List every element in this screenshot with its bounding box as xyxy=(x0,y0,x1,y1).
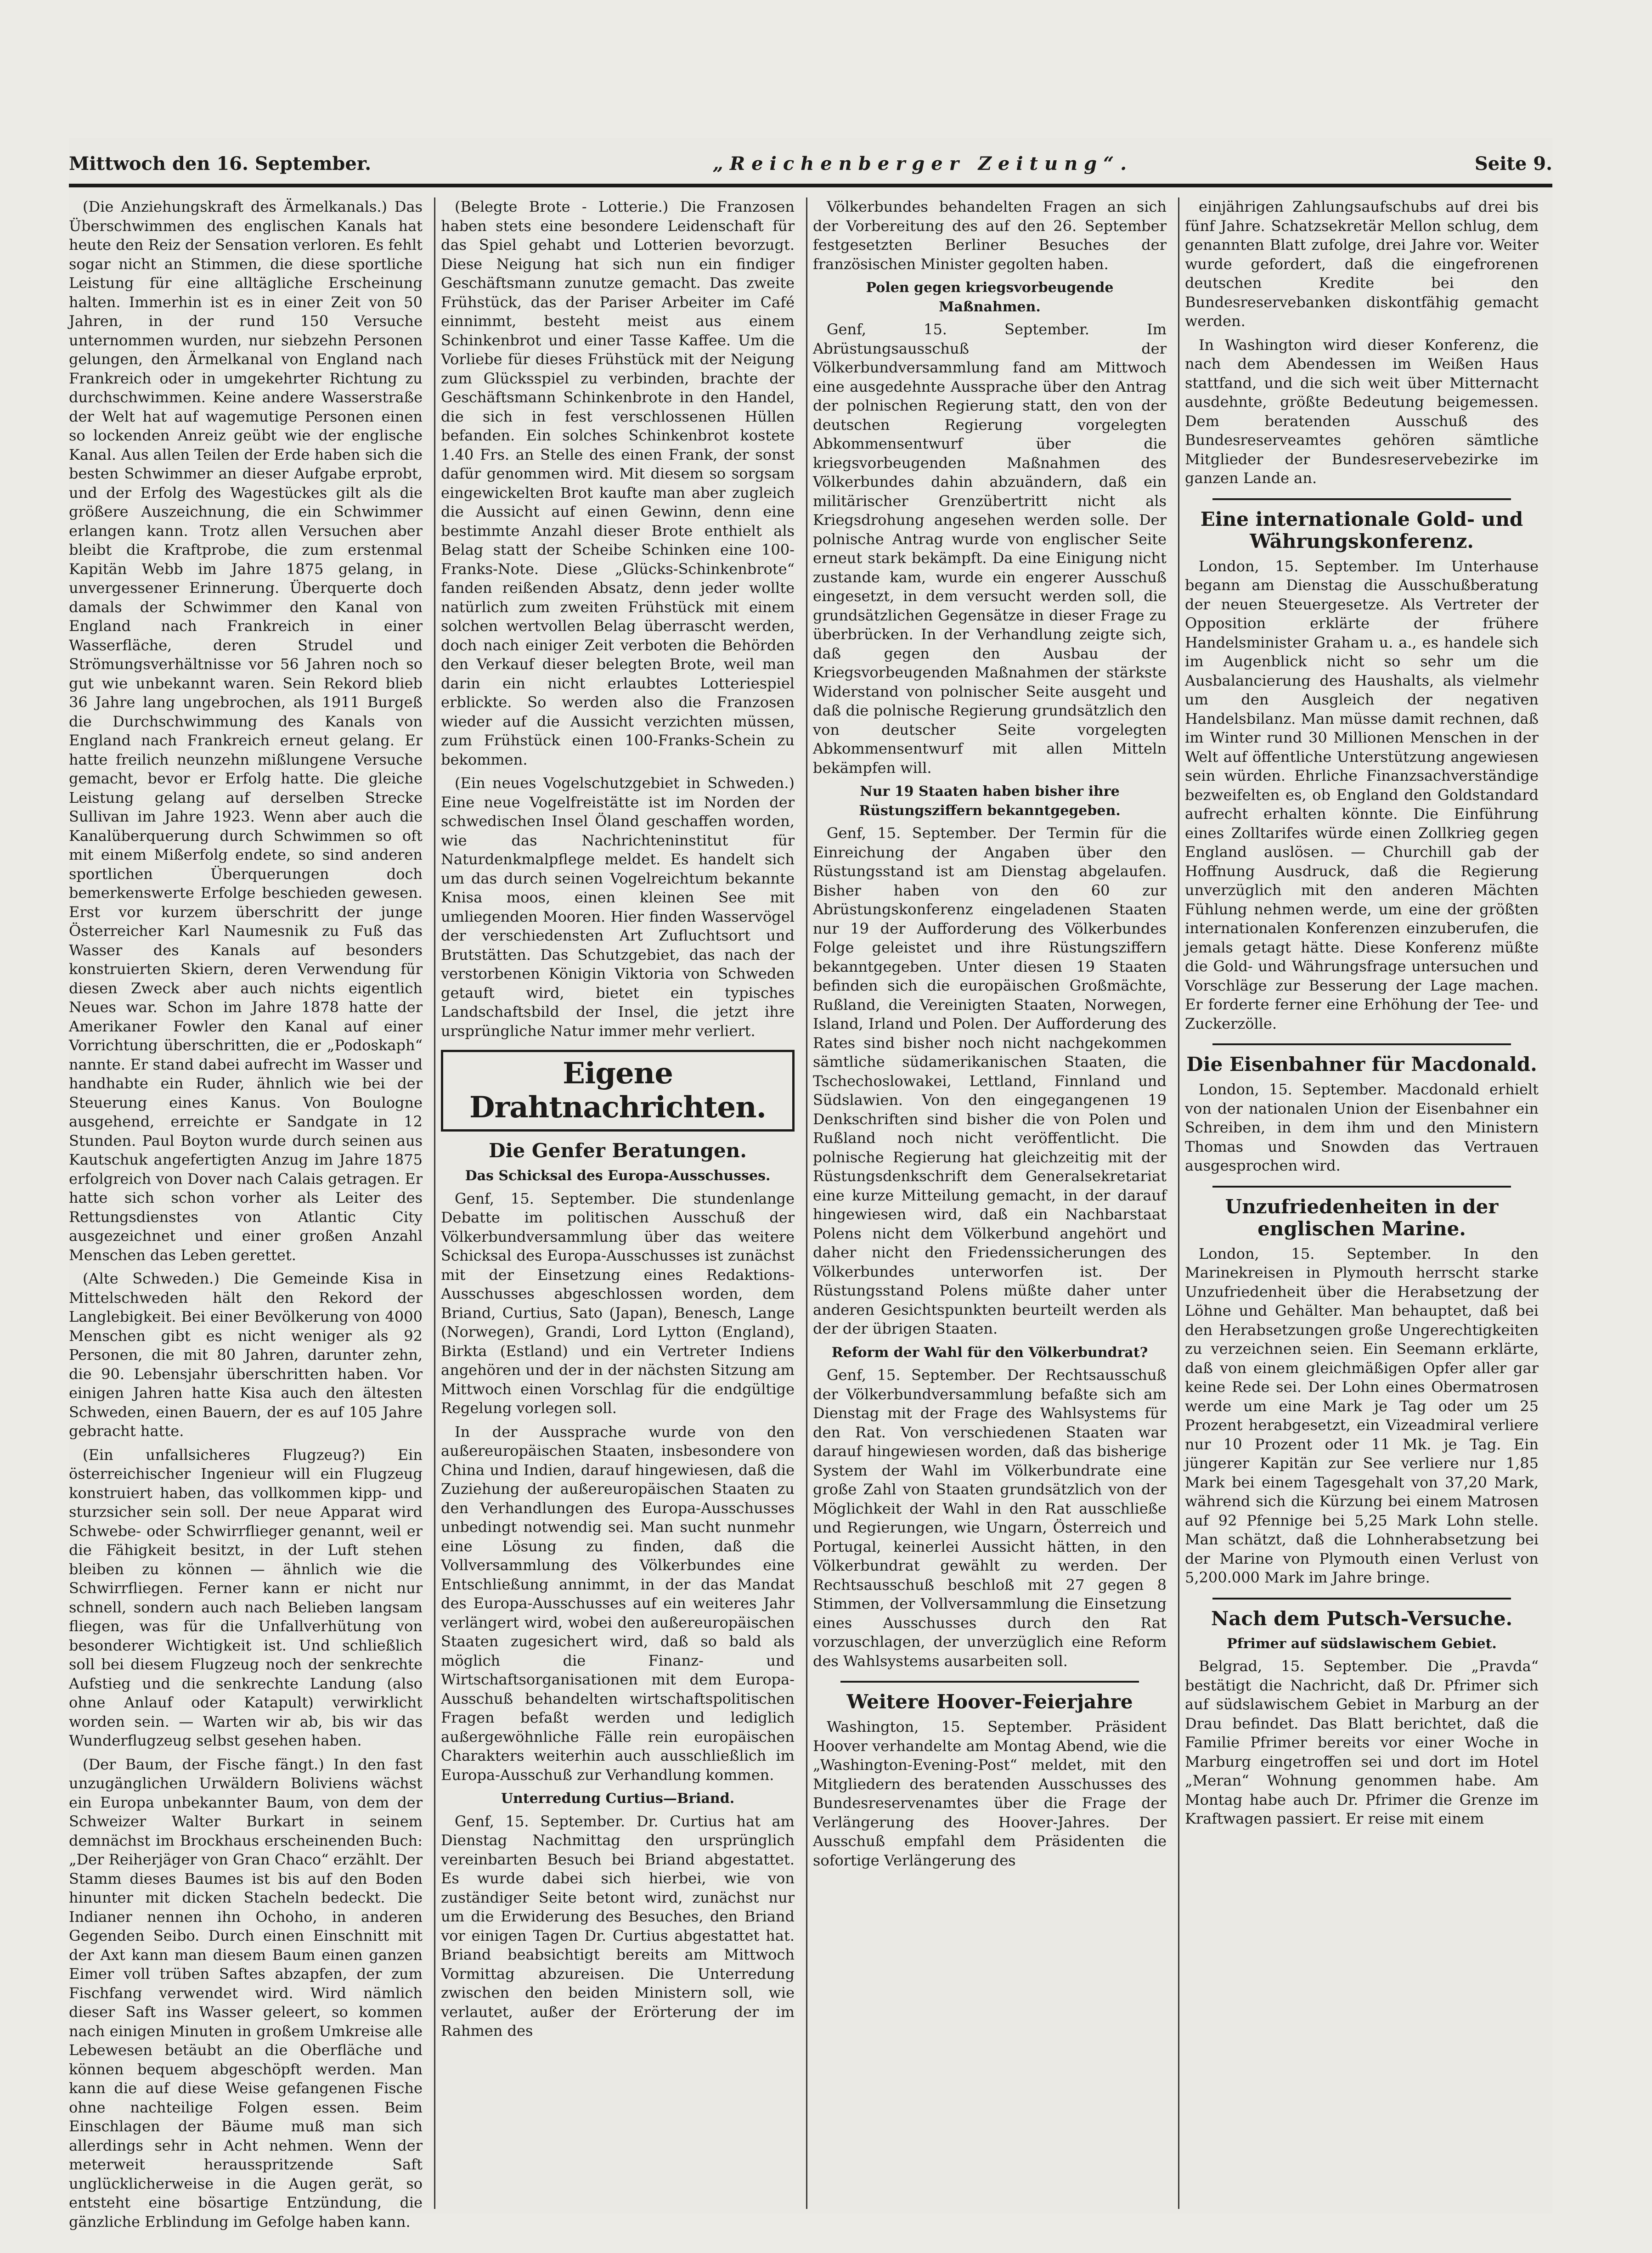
header-date: Mittwoch den 16. September. xyxy=(69,153,372,175)
article-council-reform: Genf, 15. September. Der Rechtsausschuß der Völkerbundversammlung befaßte sich am Dienstag mit der Frage des Wahlsystems für den Rat. Von verschiedenen Staaten war darauf hingewiesen worden, daß das bisherige System der Wahl im Völkerbundrate eine große Zahl von Staaten grundsätzlich von der Möglichkeit der Wahl in den Rat ausschließe und Regierungen, wie Ungarn, Österreich und Portugal, keinerlei Aussicht hätten, in den Völkerbundrat gewählt zu werden. Der Rechtsausschuß beschloß mit 27 gegen 8 Stimmen, der Vollversammlung die Einsetzung eines Ausschusses durch den Rat vorzuschlagen, der unverzüglich eine Reform des Wahlsystems ausarbeiten soll. xyxy=(813,1366,1167,1670)
header-rule xyxy=(69,184,1552,187)
article-sandwich-lottery: (Belegte Brote - Lotterie.) Die Franzosen haben stets eine besondere Leidenschaft für das Spiel gehabt und Lotterien bevorzugt. Diese Neigung hat sich nun ein findiger Geschäftsmann zunutze gemacht. Das zweite Frühstück, das der Pariser Arbeiter im Café einnimmt, besteht meist aus einem Schinkenbrot und einer Tasse Kaffee. Um die Vorliebe für dieses Frühstück mit der Neigung zum Glücksspiel zu verbinden, brachte der Geschäftsmann Schinkenbrote in den Handel, die sich in fest verschlossenen Hüllen befanden. Ein solches Schinkenbrot kostete 1.40 Frs. an Stelle des einen Frank, der sonst dafür genommen wird. Mit diesem so sorgsam eingewickelten Brot kaufte man aber zugleich die Aussicht auf einen Gewinn, denn eine bestimmte Anzahl dieser Brote enthielt als Belag statt der Scheibe Schinken eine 100-Franks-Note. Diese „Glücks-Schinkenbrote“ fanden reißenden Absatz, denn jeder wollte natürlich zum zweiten Frühstück mit einem solchen wertvollen Belag überrascht werden, doch nach einiger Zeit verboten die Behörden den Verkauf dieser belegten Brote, weil man darin ein nicht erlaubtes Lotteriespiel erblickte. So werden also die Franzosen wieder auf die Aussicht verzichten müssen, zum Frühstück einen 100-Franks-Schein zu bekommen. xyxy=(441,198,795,768)
article-washington-conference: In Washington wird dieser Konferenz, die nach dem Abendessen im Weißen Haus stattfand, und die sich weit über Mitternacht ausdehnte, größte Bedeutung beigemessen. Dem beratenden Ausschuß des Bundesreserveamtes gehören sämtliche Mitglieder der Bundesreservebezirke im ganzen Lande an. xyxy=(1185,336,1539,487)
separator-rule xyxy=(840,1681,1139,1683)
subheadline-poland: Polen gegen kriegsvorbeugende Maßnahmen. xyxy=(866,280,1114,315)
separator-rule xyxy=(1212,1043,1511,1045)
article-geneva-cont: Völkerbundes behandelten Fragen an sich der Vorbereitung des auf den 26. September festgesetzten Berliner Besuches der französischen Minister gegolten haben. xyxy=(813,198,1167,273)
article-bird-sanctuary: (Ein neues Vogelschutzgebiet in Schweden.) Eine neue Vogelfreistätte ist im Norden der schwedischen Insel Öland geschaffen worden, wie das Nachrichteninstitut für Naturdenkmalpflege meldet. Es handelt sich um das durch seinen Vogelreichtum bekannte Knisa moos, einen kleinen See mit umliegenden Mooren. Hier finden Wasservögel der verschiedensten Art Zufluchtsort und Brutstätten. Das Schutzgebiet, das nach der verstorbenen Königin Viktoria von Schweden getauft wird, bietet ein typisches Landschaftsbild der Insel, die jetzt ihre ursprüngliche Natur immer mehr verliert. xyxy=(441,774,795,1040)
headline-geneva: Die Genfer Beratungen. xyxy=(489,1139,747,1162)
newspaper-title: „Reichenberger Zeitung“. xyxy=(712,153,1133,175)
column-4 xyxy=(1185,197,1539,2209)
newspaper-page xyxy=(69,138,1552,2230)
column-divider xyxy=(806,197,807,2209)
subheadline-pfrimer: Pfrimer auf südslawischem Gebiet. xyxy=(1227,1635,1497,1652)
subheadline-council-reform: Reform der Wahl für den Völkerbundrat? xyxy=(831,1344,1148,1361)
headline-railwaymen: Die Eisenbahner für Macdonald. xyxy=(1186,1053,1537,1076)
page-number: Seite 9. xyxy=(1474,153,1552,175)
article-fish-tree: (Der Baum, der Fische fängt.) In den fast unzugänglichen Urwäldern Boliviens wächst ein Europa unbekannter Baum, von dem der Schweizer Walter Burkart in seinem demnächst im Brockhaus erscheinenden Buch: „Der Reiherjäger von Gran Chaco“ erzählt. Der Stamm dieses Baumes ist bis auf den Boden hinunter mit dicken Stacheln bedeckt. Die Indianer nennen ihn Ochoho, in anderen Gegenden Seibo. Durch einen Einschnitt mit der Axt kann man diesem Baum einen ganzen Eimer voll trüben Saftes abzapfen, der zum Fischfang verwendet wird. Wird nämlich dieser Saft ins Wasser geleert, so kommen nach einigen Minuten in großem Umkreise alle Lebewesen betäubt an die Oberfläche und können bequem abgeschöpft werden. Man kann die auf diese Weise gefangenen Fische ohne nachteilige Folgen essen. Beim Einschlagen der Bäume muß man sich allerdings sehr in Acht nehmen. Wenn der meterweit herausspritzende Saft unglücklicherweise in die Augen gerät, so entsteht eine bösartige Entzündung, die gänzliche Erblindung im Gefolge haben kann. xyxy=(69,1755,423,2230)
subheadline-europe-committee: Das Schicksal des Europa-Ausschusses. xyxy=(465,1168,771,1184)
article-curtius-briand: Genf, 15. September. Dr. Curtius hat am Dienstag Nachmittag den ursprünglich vereinbarten Besuch bei Briand abgestattet. Es wurde dabei sich hierbei, wie von zuständiger Seite betont wird, zunächst nur um die Erwiderung des Besuches, den Briand vor einigen Tagen Dr. Curtius abgestattet hat. Briand beabsichtigt bereits am Mittwoch Vormittag abzureisen. Die Unterredung zwischen den beiden Ministern soll, wie verlautet, außer der Erörterung der im Rahmen des xyxy=(441,1812,795,2039)
article-geneva-2: In der Aussprache wurde von den außereuropäischen Staaten, insbesondere von China und Indien, darauf hingewiesen, daß die Zuziehung der außereuropäischen Staaten zu den Verhandlungen des Europa-Ausschusses unbedingt notwendig sei. Man sucht nunmehr eine Lösung zu finden, daß die Vollversammlung des Völkerbundes eine Entschließung annimmt, in der das Mandat des Europa-Ausschusses auf ein weiteres Jahr verlängert wird, wobei den außereuropäischen Staaten zugesichert wird, daß so bald als möglich die Finanz- und Wirtschaftsorganisationen mit dem Europa-Ausschuß behandelten wirtschaftspolitischen Fragen befaßt werden und lediglich außergewöhnliche Fälle rein europäischen Charakters weiterhin auch ausschließlich im Europa-Ausschuß zur Verhandlung kommen. xyxy=(441,1423,795,1784)
separator-rule xyxy=(1212,1598,1511,1600)
article-old-swedes: (Alte Schweden.) Die Gemeinde Kisa in Mittelschweden hält den Rekord der Langlebigkeit. Bei einer Bevölkerung von 4000 Menschen gibt es nicht weniger als 92 Personen, die mit 80 Jahren, darunter zehn, die 90. Lebensjahr überschritten haben. Vor einigen Jahren hatte Kisa auch den ältesten Schweden, einen Bauern, der es auf 105 Jahre gebracht hatte. xyxy=(69,1270,423,1440)
headline-gold-conference: Eine internationale Gold- und Währungskonferenz. xyxy=(1200,507,1523,552)
column-3 xyxy=(813,197,1167,2209)
column-2 xyxy=(441,197,795,2209)
article-safe-airplane: (Ein unfallsicheres Flugzeug?) Ein österreichischer Ingenieur will ein Flugzeug konstruiert haben, das vollkommen kipp- und sturzsicher sein soll. Der neue Apparat wird Schwebe- oder Schwirrflieger genannt, weil er die Fähigkeit besitzt, in der Luft stehen bleiben zu können — ähnlich wie die Schwirrfliegen. Ferner kann er nicht nur schnell, sondern auch nach Belieben langsam fliegen, was für die Unfallverhütung von besonderer Wichtigkeit ist. Und schließlich soll bei diesem Flugzeug noch der senkrechte Aufstieg und die senkrechte Landung (also ohne Anlauf oder Katapult) verwirklicht worden sein. — Warten wir ab, bis wir das Wunderflugzeug selbst gesehen haben. xyxy=(69,1446,423,1749)
article-navy: London, 15. September. In den Marinekreisen in Plymouth herrscht starke Unzufriedenheit über die Herabsetzung der Löhne und Gehälter. Man behauptet, daß bei den Herabsetzungen große Ungerechtigkeiten zu verzeichnen seien. Ein Seemann erklärte, daß von einem gleichmäßigen Opfer aller gar keine Rede sei. Der Lohn eines Obermatrosen werde um eine Mark je Tag oder um 25 Prozent herabgesetzt, ein Vizeadmiral verliere nur 10 Prozent oder 11 Mk. je Tag. Ein jüngerer Kapitän zur See verliere nur 1,85 Mark bei einem Tagesgehalt von 37,20 Mark, während sich die Kürzung bei einem Matrosen auf 92 Pfennige bei 5,25 Mark Lohn stelle. Man schätzt, daß die Lohnherabsetzung bei der Marine von Plymouth einen Verlust von 5,200.000 Mark im Jahre bringe. xyxy=(1185,1245,1539,1586)
section-banner: Eigene Drahtnachrichten. xyxy=(441,1050,795,1132)
article-19-states: Genf, 15. September. Der Termin für die Einreichung der Angaben über den Rüstungsstand ist am Dienstag abgelaufen. Bisher haben von den 60 zur Abrüstungskonferenz eingeladenen Staaten nur 19 der Aufforderung des Völkerbundes Folge geleistet und ihre Rüstungsziffern bekanntgegeben. Unter diesen 19 Staaten befinden sich die europäischen Großmächte, Rußland, die Vereinigten Staaten, Norwegen, Island, Irland und Polen. Der Aufforderung des Rates sind bisher noch nicht nachgekommen sämtliche südamerikanischen Staaten, die Tschechoslowakei, Lettland, Finnland und Südslawien. Von den eingegangenen 19 Denkschriften sind bisher die von Polen und Rußland noch nicht veröffentlicht. Die polnische Regierung hat gleichzeitig mit der Rüstungsdenkschrift dem Generalsekretariat eine kurze Mitteilung gemacht, in der darauf hingewiesen wird, daß ein Nachbarstaat Polens nicht dem Völkerbund angehört und daher nicht den Friedenssicherungen des Völkerbundes unterworfen ist. Der Rüstungsstand Polens müßte daher unter anderen Gesichtspunkten beurteilt werden als der der übrigen Staaten. xyxy=(813,824,1167,1337)
separator-rule xyxy=(1212,498,1511,500)
page-header xyxy=(69,147,1552,175)
article-gold-conference: London, 15. September. Im Unterhause begann am Dienstag die Ausschußberatung der neuen Steuergesetze. Als Vertreter der Opposition erklärte der frühere Handelsminister Graham u. a., es handele sich im Augenblick nicht so sehr um die Ausbalancierung des Haushalts, als vielmehr um den Ausgleich der negativen Handelsbilanz. Man müsse damit rechnen, daß im Winter rund 30 Millionen Menschen in der Welt auf öffentliche Unterstützung angewiesen sein würden. Ehrliche Finanzsachverständige bezweifelten es, ob England den Goldstandard aufrecht erhalten könnte. Die Einführung eines Zolltarifes würde einen Zollkrieg gegen England auslösen. — Churchill gab der Hoffnung Ausdruck, daß die Regierung unverzüglich mit den anderen Mächten Fühlung nehmen werde, um eine der größten internationalen Konferenzen einzuberufen, die jemals getagt hätte. Diese Konferenz müßte die Gold- und Währungsfrage untersuchen und Vorschläge zur Besserung der Lage machen. Er forderte ferner eine Erhöhung der Tee- und Zuckerzölle. xyxy=(1185,557,1539,1032)
article-railwaymen: London, 15. September. Macdonald erhielt von der nationalen Union der Eisenbahner ein Schreiben, in dem ihm und den Ministern Thomas und Snowden das Vertrauen ausgesprochen wird. xyxy=(1185,1081,1539,1174)
column-1 xyxy=(69,197,423,2230)
headline-hoover: Weitere Hoover-Feierjahre xyxy=(846,1690,1133,1713)
article-channel-swimming: (Die Anziehungskraft des Ärmelkanals.) Das Überschwimmen des englischen Kanals hat heute den Reiz der Sensation verloren. Es fehlt sogar nicht an Stimmen, die diese sportliche Leistung für eine alltägliche Erscheinung halten. Immerhin ist es in einer Zeit von 50 Jahren, in der rund 150 Versuche unternommen wurden, nur siebzehn Personen gelungen, den Ärmelkanal von England nach Frankreich oder in umgekehrter Richtung zu durchschwimmen. Keine andere Wasserstraße der Welt hat auf wagemutige Personen einen so lockenden Anreiz geübt wie der englische Kanal. Aus allen Teilen der Erde haben sich die besten Schwimmer an dieser Aufgabe erprobt, und der Erfolg des Wagestückes gilt als die größere Auszeichnung, die ein Schwimmer erlangen kann. Trotz allen Versuchen aber bleibt die Kraftprobe, die zum erstenmal Kapitän Webb im Jahre 1875 gelang, in unvergessener Erinnerung. Überquerte doch damals der Schwimmer den Kanal von England nach Frankreich in einer Wasserfläche, deren Strudel und Strömungsverhältnisse vor 56 Jahren noch so gut wie unbekannt waren. Sein Rekord blieb 36 Jahre lang ungebrochen, als 1911 Burgeß die Durchschwimmung des Kanals von England nach Frankreich erneut gelang. Er hatte freilich neunzehn mißlungene Versuche gemacht, bevor er Erfolg hatte. Die gleiche Leistung gelang auf derselben Strecke Sullivan im Jahre 1923. Wenn aber auch die Kanalüberquerung durch Schwimmen so oft mit einem Mißerfolg endete, so sind anderen sportlichen Überquerungen doch bemerkenswerte Erfolge beschieden gewesen. Erst vor kurzem überschritt der junge Österreicher Karl Naumesnik zu Fuß das Wasser des Kanals auf besonders konstruierten Skiern, deren Verwendung für diesen Zweck aber auch nichts eigentlich Neues war. Schon im Jahre 1878 hatte der Amerikaner Fowler den Kanal auf einer Vorrichtung überschritten, die er „Podoskaph“ nannte. Er stand dabei aufrecht im Wasser und handhabte ein Ruder, ähnlich wie bei der Steuerung eines Kanus. Von Boulogne ausgehend, erreichte er Sandgate in 12 Stunden. Paul Boyton wurde durch seinen aus Kautschuk angefertigten Anzug im Jahre 1875 erfolgreich von Dover nach Calais getragen. Er hatte sich schon vorher als Leiter des Rettungsdienstes von Atlantic City ausgezeichnet und einer großen Anzahl Menschen das Leben gerettet. xyxy=(69,198,423,1264)
article-geneva-1: Genf, 15. September. Die stundenlange Debatte im politischen Ausschuß der Völkerbundversammlung über das weitere Schicksal des Europa-Ausschusses ist zunächst mit der Einsetzung eines Redaktions-Ausschusses abgeschlossen worden, dem Briand, Curtius, Sato (Japan), Benesch, Lange (Norwegen), Grandi, Lord Lytton (England), Birkta (Estland) und ein Vertreter Indiens angehören und der in der nächsten Sitzung am Mittwoch einen Vorschlag für die endgültige Regelung vorlegen soll. xyxy=(441,1189,795,1417)
subheadline-19-states: Nur 19 Staaten haben bisher ihre Rüstungsziffern bekanntgegeben. xyxy=(859,783,1121,819)
article-hoover-cont: einjährigen Zahlungsaufschubs auf drei bis fünf Jahre. Schatzsekretär Mellon schlug, dem genannten Blatt zufolge, drei Jahre vor. Weiter wurde gefordert, daß die eingefrorenen deutschen Kredite bei den Bundesreservebanken diskontfähig gemacht werden. xyxy=(1185,198,1539,330)
column-divider xyxy=(1178,197,1179,2209)
headline-putsch: Nach dem Putsch-Versuche. xyxy=(1211,1607,1513,1630)
separator-rule xyxy=(1212,1186,1511,1188)
article-hoover: Washington, 15. September. Präsident Hoover verhandelte am Montag Abend, wie die „Washington-Evening-Post“ meldet, mit den Mitgliedern des beratenden Ausschusses des Bundesreservenamtes über die Frage der Verlängerung des Hoover-Jahres. Der Ausschuß empfahl dem Präsidenten die sofortige Verlängerung des xyxy=(813,1718,1167,1869)
headline-navy: Unzufriedenheiten in der englischen Marine. xyxy=(1225,1195,1499,1240)
column-divider xyxy=(434,197,435,2209)
subheadline-curtius-briand: Unterredung Curtius—Briand. xyxy=(501,1791,735,1807)
article-pfrimer: Belgrad, 15. September. Die „Pravda“ bestätigt die Nachricht, daß Dr. Pfrimer sich auf südslawischem Gebiet in Marburg an der Drau befindet. Das Blatt berichtet, daß die Familie Pfrimer bereits vor einer Woche in Marburg eingetroffen sei und dort im Hotel „Meran“ Wohnung genommen habe. Am Montag habe auch Dr. Pfrimer die Grenze im Kraftwagen passiert. Er reise mit einem xyxy=(1185,1657,1539,1827)
article-poland: Genf, 15. September. Im Abrüstungsausschuß der Völkerbundversammlung fand am Mittwoch eine ausgedehnte Aussprache über den Antrag der polnischen Regierung statt, den von der deutschen Regierung vorgelegten Abkommensentwurf über die kriegsvorbeugenden Maßnahmen des Völkerbundes dahin abzuändern, daß ein militärischer Grenzübertritt nicht als Kriegsdrohung angesehen werden solle. Der polnische Antrag wurde von englischer Seite erneut stark bekämpft. Da eine Einigung nicht zustande kam, wurde ein engerer Ausschuß eingesetzt, in dem versucht werden soll, die grundsätzlichen Gegensätze in dieser Frage zu überbrücken. In der Verhandlung zeigte sich, daß gegen den Ausbau der Kriegsvorbeugenden Maßnahmen der stärkste Widerstand von polnischer Seite ausgeht und daß die polnische Regierung grundsätzlich den von deutscher Seite vorgelegten Abkommensentwurf mit allen Mitteln bekämpfen will. xyxy=(813,321,1167,777)
